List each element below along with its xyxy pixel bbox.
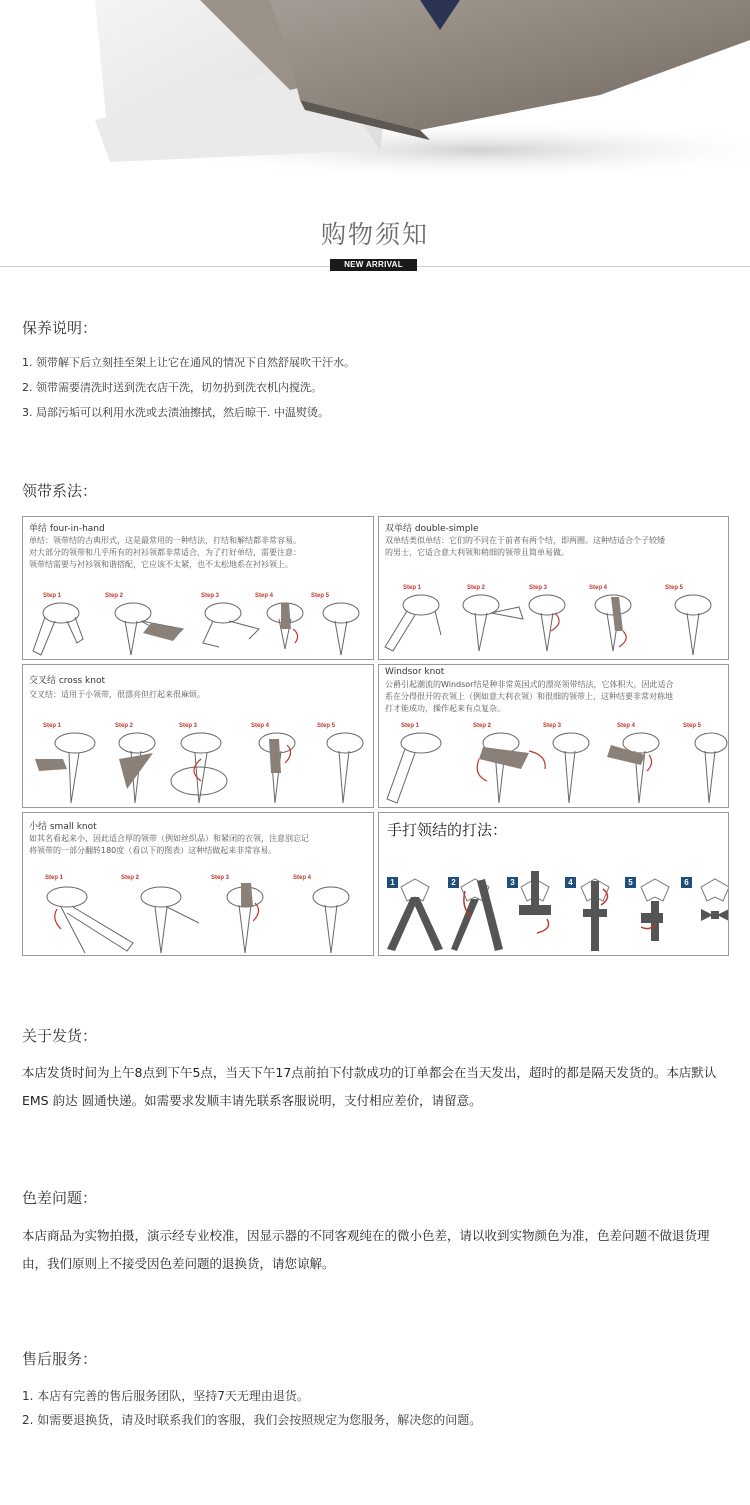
panel-desc: [29, 535, 301, 571]
panel-name: Windsor knot: [385, 667, 445, 677]
step-number: 1: [387, 877, 398, 888]
desc-line: 单结：领带结的古典形式，这是最常用的一种结法，打结和解结都非常容易。: [29, 536, 301, 545]
panel-double-simple: [378, 516, 729, 660]
bow-tie-steps-illustration: [379, 861, 729, 955]
step-number: 5: [625, 877, 636, 888]
step-number: 6: [681, 877, 692, 888]
panel-desc: [385, 679, 673, 715]
panel-name: 小结 small knot: [29, 822, 97, 832]
panel-name: 交叉结 cross knot: [29, 676, 106, 686]
desc-line: 打才能成功，操作起来有点复杂。: [385, 704, 505, 713]
step-label: Step 1: [403, 585, 422, 591]
desc-line: 将领带的一部分翻转180度（看以下的图表）这种结做起来非常容易。: [29, 846, 277, 855]
step-label: Step 2: [105, 593, 124, 599]
panel-windsor-knot: [378, 664, 729, 808]
step-label: Step 2: [121, 875, 140, 881]
double-simple-steps-illustration: [379, 591, 729, 659]
panel-name: 单结 four-in-hand: [29, 524, 105, 534]
step-label: Step 3: [543, 723, 562, 729]
panel-bow-tie: [378, 812, 729, 956]
step-label: Step 5: [683, 723, 702, 729]
page-title: 购物须知: [320, 220, 429, 249]
small-knot-steps-illustration: [23, 883, 374, 955]
shipping-heading: 关于发货：: [22, 1027, 98, 1045]
desc-line: 双单结类似单结：它们的不同在于前者有两个结，即两圈。这种结适合个子较矮: [385, 536, 665, 545]
step-label: Step 1: [43, 593, 62, 599]
desc-line: 的男士，它适合意大利领和稍细的领带且简单易做。: [385, 548, 569, 557]
panel-desc: [29, 833, 309, 857]
panel-four-in-hand: [22, 516, 374, 660]
step-label: Step 3: [529, 585, 548, 591]
panel-small-knot: [22, 812, 374, 956]
step-label: Step 5: [317, 723, 336, 729]
step-label: Step 5: [311, 593, 330, 599]
care-heading: 保养说明：: [22, 319, 98, 337]
step-label: Step 3: [179, 723, 198, 729]
panel-cross-knot: [22, 664, 374, 808]
step-label: Step 4: [589, 585, 608, 591]
after-sales-heading: 售后服务：: [22, 1350, 98, 1368]
color-diff-heading: 色差问题：: [22, 1189, 98, 1207]
care-item: 2. 领带需要清洗时送到洗衣店干洗，切勿扔到洗衣机内搅洗。: [22, 381, 322, 394]
step-label: Step 2: [115, 723, 134, 729]
step-label: Step 1: [401, 723, 420, 729]
care-item: 3. 局部污垢可以利用水洗或去渍油擦拭，然后晾干. 中温熨烫。: [22, 406, 329, 419]
four-in-hand-steps-illustration: [23, 599, 374, 659]
step-number: 2: [448, 877, 459, 888]
step-label: Step 4: [251, 723, 270, 729]
desc-line: 系在分得很开的衣领上（例如意大利衣领）和很细的领带上，这种结要非常对称地: [385, 692, 673, 701]
care-item: 1. 领带解下后立刻挂至架上让它在通风的情况下自然舒展吹干汗水。: [22, 356, 355, 369]
desc-line: 对大部分的领带和几乎所有的衬衫领都非常适合，为了打好单结，需要注意：: [29, 548, 301, 557]
step-number: 4: [565, 877, 576, 888]
after-sales-item: 2. 如需要退换货，请及时联系我们的客服，我们会按照规定为您服务，解决您的问题。: [22, 1413, 482, 1427]
desc-line: 领带结需要与衬衫领和谐搭配，它应该不太紧，也不太松地系在衬衫领上。: [29, 560, 293, 569]
step-label: Step 5: [665, 585, 684, 591]
tie-methods-heading: 领带系法：: [22, 482, 98, 500]
cross-knot-steps-illustration: [23, 729, 374, 807]
tie-methods-grid: [22, 516, 729, 956]
step-label: Step 4: [617, 723, 636, 729]
desc-line: 如其名看起来小，因此适合厚的领带（例如丝织品）和紧闭的衣领，注意别忘记: [29, 834, 309, 843]
panel-desc: [385, 535, 665, 559]
hero-tie-photo: [0, 0, 750, 175]
step-label: Step 4: [293, 875, 312, 881]
step-label: Step 1: [43, 723, 62, 729]
step-label: Step 4: [255, 593, 274, 599]
panel-name: 双单结 double-simple: [385, 524, 479, 534]
shipping-text: 本店发货时间为上午8点到下午5点，当天下午17点前拍下付款成功的订单都会在当天发出，超时的都是隔天发货的。本店默认EMS 韵达 圆通快递。如需要求发顺丰请先联系客服说明，支付相应差价，请留意。: [22, 1065, 717, 1108]
step-number: 3: [507, 877, 518, 888]
after-sales-item: 1. 本店有完善的售后服务团队，坚持7天无理由退货。: [22, 1389, 309, 1403]
step-label: Step 1: [45, 875, 64, 881]
desc-line: 交叉结：适用于小领带，很漂亮但打起来很麻烦。: [29, 690, 205, 699]
panel-name: 手打领结的打法：: [387, 821, 508, 839]
desc-line: 公爵引起潮流的Windsor结是种非常英国式的漂亮领带结法，它体积大，因此适合: [385, 680, 674, 689]
step-label: Step 2: [467, 585, 486, 591]
new-arrival-badge: NEW ARRIVAL: [330, 259, 417, 271]
step-label: Step 2: [473, 723, 492, 729]
step-label: Step 3: [211, 875, 230, 881]
step-label: Step 3: [201, 593, 220, 599]
panel-desc: [29, 689, 205, 701]
color-diff-text: 本店商品为实物拍摄，演示经专业校准，因显示器的不同客观纯在的微小色差，请以收到实物颜色为准，色差问题不做退货理由，我们原则上不接受因色差问题的退换货，请您谅解。: [22, 1228, 710, 1271]
windsor-knot-steps-illustration: [379, 729, 729, 807]
